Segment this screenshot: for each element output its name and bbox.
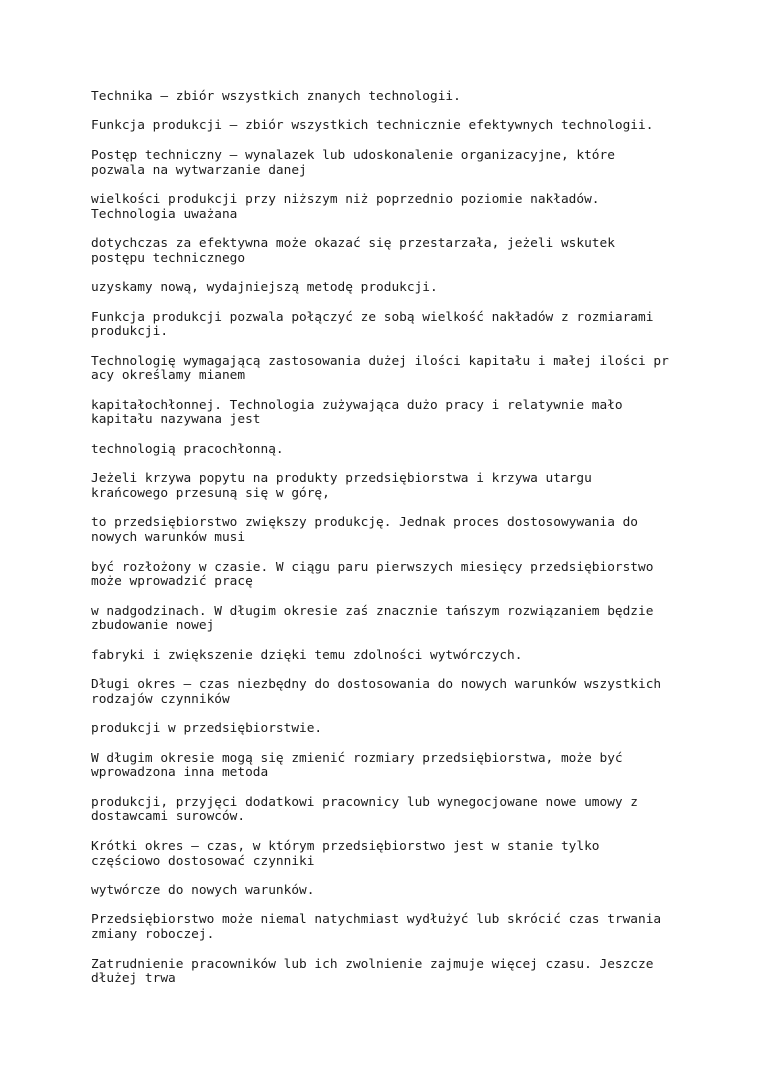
paragraph bbox=[91, 355, 690, 384]
text-line: w nadgodzinach. W długim okresie zaś znacznie tańszym rozwiązaniem będzie bbox=[91, 603, 654, 619]
text-line: Krótki okres – czas, w którym przedsiębiorstwo jest w stanie tylko bbox=[91, 838, 600, 854]
text-line: pozwala na wytwarzanie danej bbox=[91, 162, 307, 178]
paragraph bbox=[91, 311, 690, 340]
paragraph bbox=[91, 913, 690, 942]
paragraph bbox=[91, 399, 690, 428]
paragraph bbox=[91, 605, 690, 634]
text-line: kapitału nazywana jest bbox=[91, 412, 261, 428]
paragraph bbox=[91, 884, 690, 899]
paragraph bbox=[91, 958, 690, 987]
paragraph bbox=[91, 119, 690, 134]
text-line: Funkcja produkcji – zbiór wszystkich technicznie efektywnych technologii. bbox=[91, 118, 654, 134]
text-line: acy określamy mianem bbox=[91, 368, 246, 384]
text-line: produkcji, przyjęci dodatkowi pracownicy lub wynegocjowane nowe umowy z bbox=[91, 794, 639, 810]
paragraph bbox=[91, 149, 690, 178]
paragraph bbox=[91, 193, 690, 222]
paragraph bbox=[91, 472, 690, 501]
text-line: Postęp techniczny – wynalazek lub udoskonalenie organizacyjne, które bbox=[91, 147, 615, 163]
paragraph bbox=[91, 722, 690, 737]
paragraph bbox=[91, 281, 690, 296]
text-line: może wprowadzić pracę bbox=[91, 574, 253, 590]
text-line: dotychczas za efektywna może okazać się przestarzała, jeżeli wskutek bbox=[91, 236, 615, 252]
paragraph bbox=[91, 237, 690, 266]
text-line: zmiany roboczej. bbox=[91, 927, 215, 943]
text-line: zbudowanie nowej bbox=[91, 618, 215, 634]
paragraph bbox=[91, 649, 690, 664]
text-line: technologią pracochłonną. bbox=[91, 441, 284, 457]
text-line: częściowo dostosować czynniki bbox=[91, 853, 315, 869]
text-line: postępu technicznego bbox=[91, 250, 246, 266]
text-line: wielkości produkcji przy niższym niż poprzednio poziomie nakładów. bbox=[91, 192, 600, 208]
text-line: to przedsiębiorstwo zwiększy produkcję. Jednak proces dostosowywania do bbox=[91, 515, 639, 531]
text-line: fabryki i zwiększenie dzięki temu zdolności wytwórczych. bbox=[91, 647, 523, 663]
paragraph bbox=[91, 678, 690, 707]
paragraph bbox=[91, 90, 690, 105]
text-line: Technika – zbiór wszystkich znanych technologii. bbox=[91, 89, 461, 104]
text-line: Przedsiębiorstwo może niemal natychmiast wydłużyć lub skrócić czas trwania bbox=[91, 912, 662, 928]
text-line: Zatrudnienie pracowników lub ich zwolnienie zajmuje więcej czasu. Jeszcze bbox=[91, 956, 654, 972]
paragraph bbox=[91, 752, 690, 781]
paragraph bbox=[91, 840, 690, 869]
text-line: Jeżeli krzywa popytu na produkty przedsiębiorstwa i krzywa utargu bbox=[91, 471, 592, 487]
text-line: produkcji. bbox=[91, 324, 169, 340]
text-line: dłużej trwa bbox=[91, 971, 176, 987]
paragraph bbox=[91, 561, 690, 590]
text-line: krańcowego przesuną się w górę, bbox=[91, 486, 330, 501]
text-line: W długim okresie mogą się zmienić rozmiary przedsiębiorstwa, może być bbox=[91, 750, 623, 766]
text-line: Technologia uważana bbox=[91, 206, 238, 222]
text-line: wprowadzona inna metoda bbox=[91, 765, 269, 781]
paragraph bbox=[91, 516, 690, 545]
paragraph bbox=[91, 796, 690, 825]
text-line: Technologię wymagającą zastosowania dużej ilości kapitału i małej ilości pr bbox=[91, 353, 669, 369]
text-line: produkcji w przedsiębiorstwie. bbox=[91, 721, 323, 737]
text-line: wytwórcze do nowych warunków. bbox=[91, 883, 315, 898]
text-line: uzyskamy nową, wydajniejszą metodę produkcji. bbox=[91, 280, 438, 296]
text-line: rodzajów czynników bbox=[91, 691, 230, 707]
document-body bbox=[91, 90, 690, 987]
text-line: nowych warunków musi bbox=[91, 530, 246, 546]
text-line: Długi okres – czas niezbędny do dostosowania do nowych warunków wszystkich bbox=[91, 677, 662, 693]
text-line: kapitałochłonnej. Technologia zużywająca dużo pracy i relatywnie mało bbox=[91, 397, 623, 413]
text-line: dostawcami surowców. bbox=[91, 809, 246, 825]
paragraph bbox=[91, 443, 690, 458]
text-line: Funkcja produkcji pozwala połączyć ze sobą wielkość nakładów z rozmiarami bbox=[91, 309, 654, 325]
text-line: być rozłożony w czasie. W ciągu paru pierwszych miesięcy przedsiębiorstwo bbox=[91, 559, 654, 575]
